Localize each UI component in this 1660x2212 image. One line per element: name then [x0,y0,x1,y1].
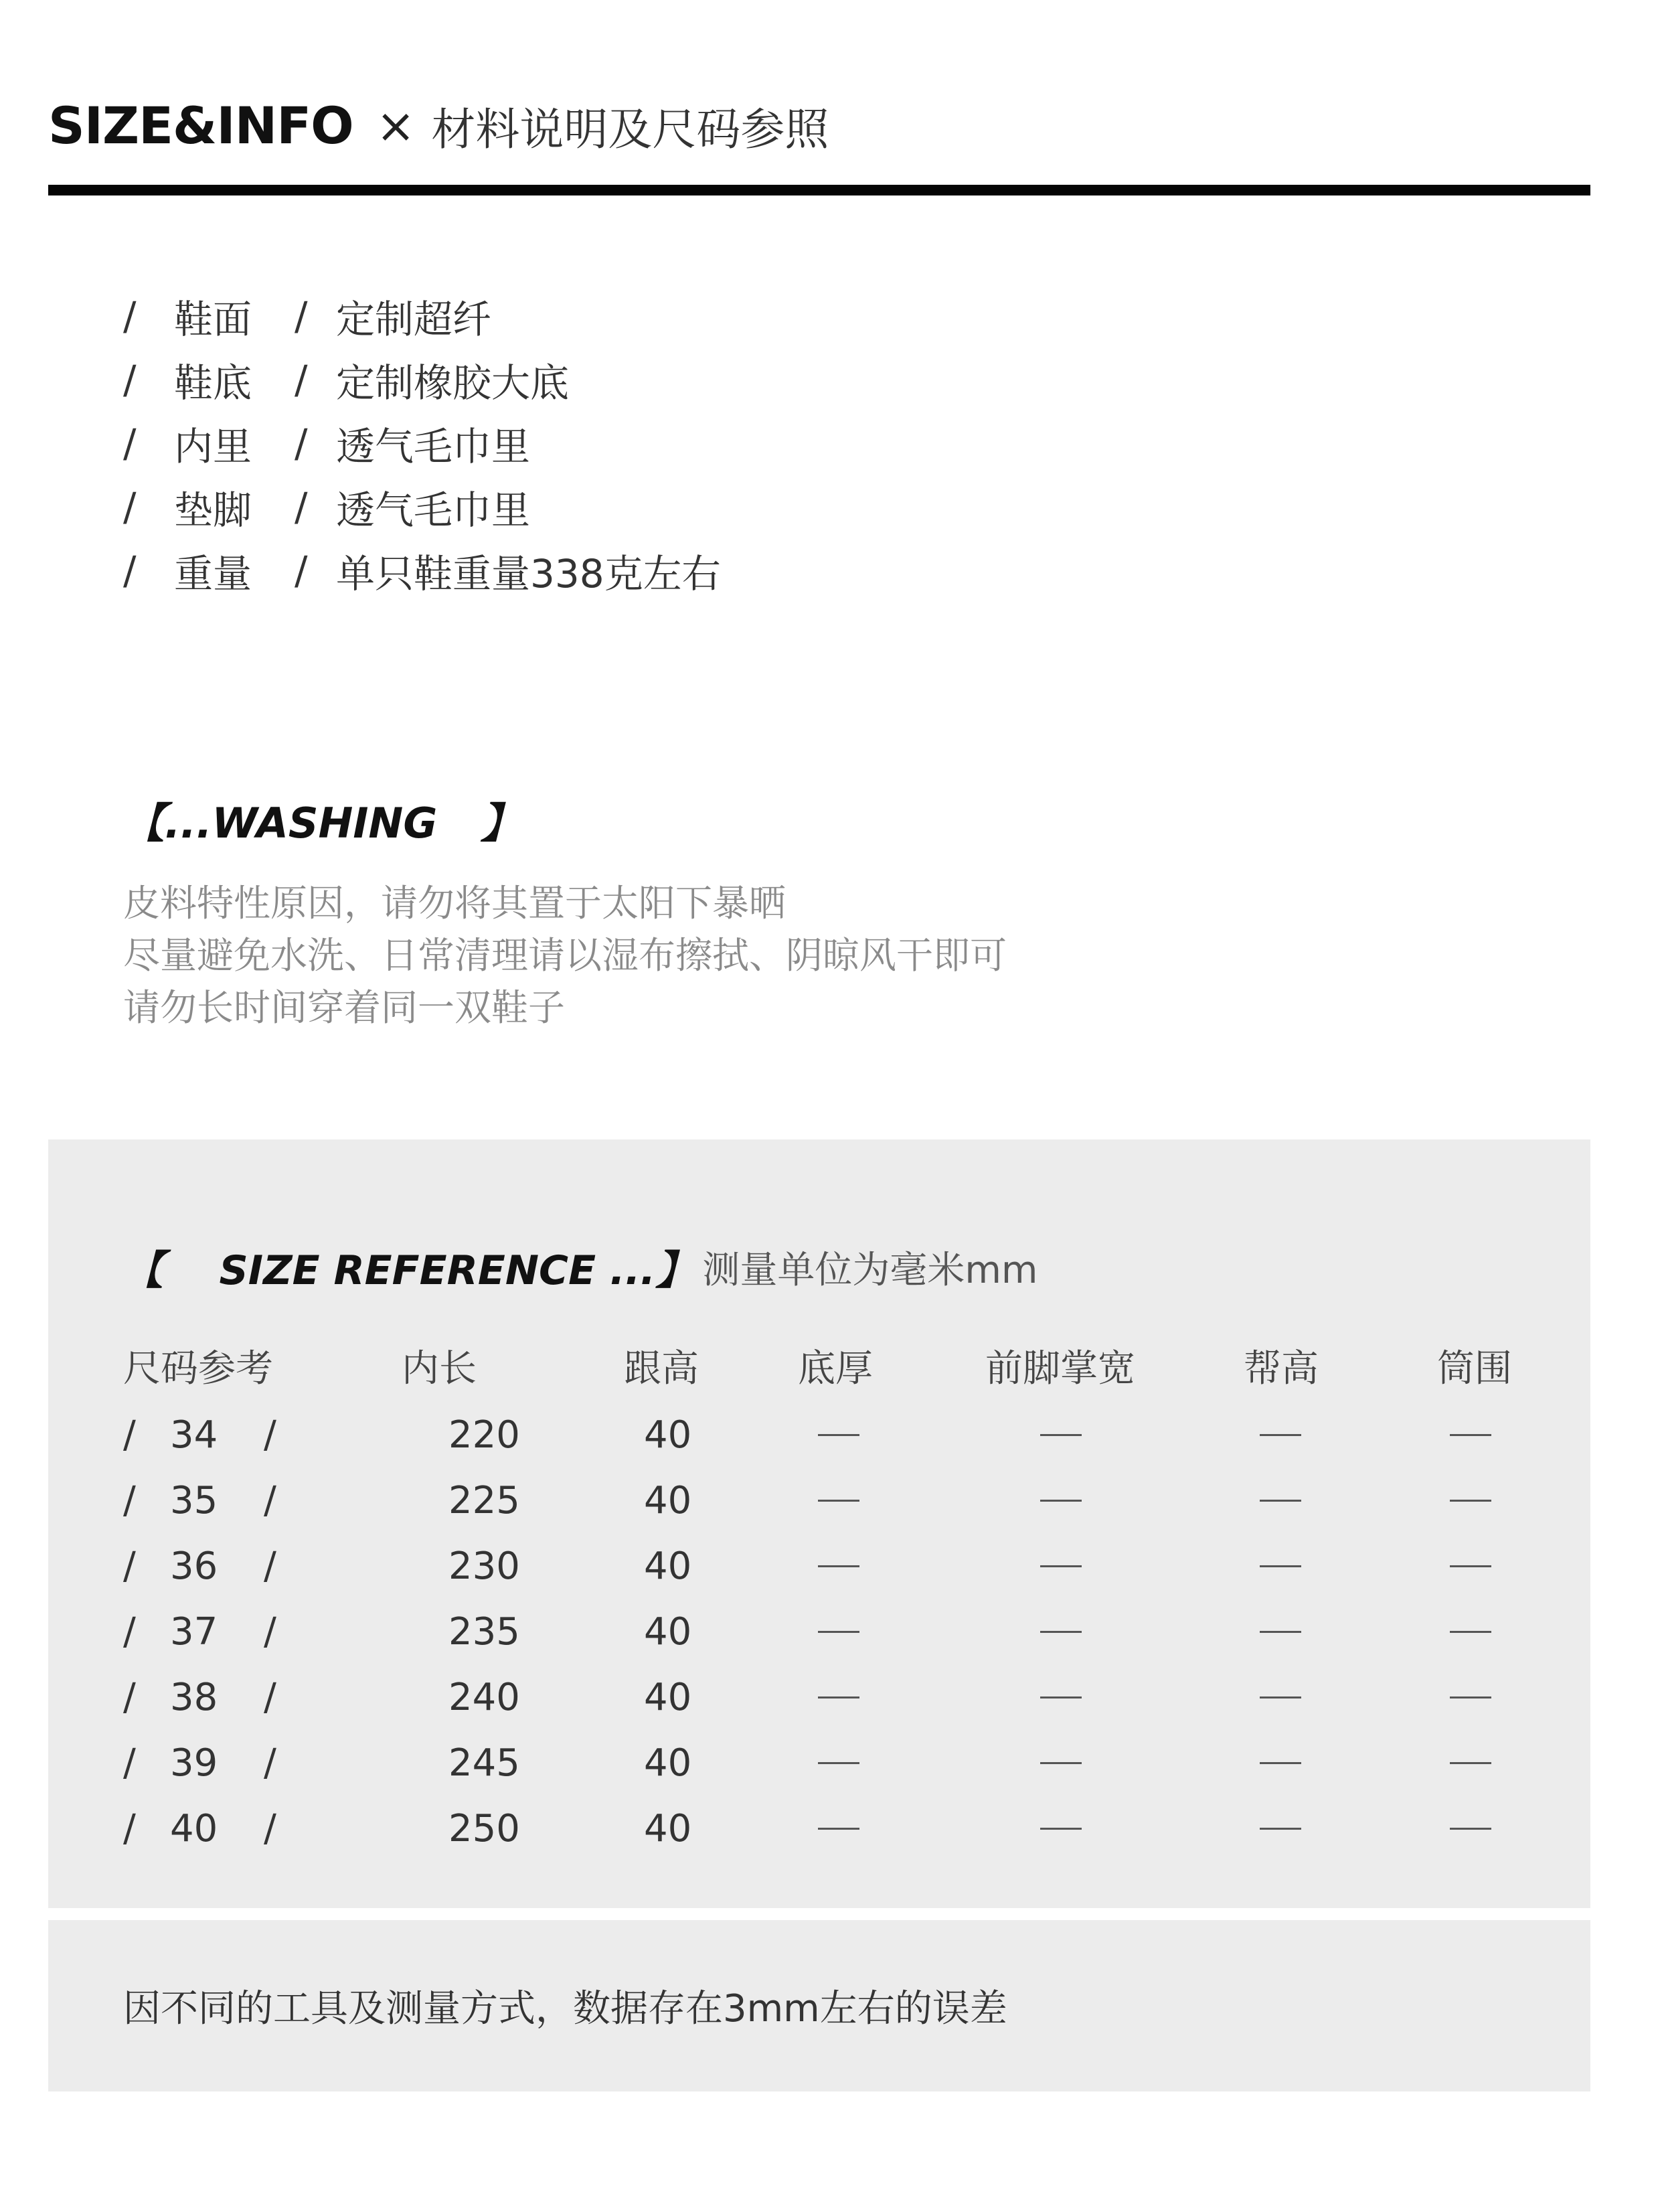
table-row [48,1599,1590,1664]
dash-icon [1450,1434,1491,1436]
table-row [48,1730,1590,1796]
dash-icon [1040,1631,1082,1633]
forefoot-cell [1040,1664,1082,1730]
upper-height-cell [1260,1730,1301,1796]
table-row [48,1664,1590,1730]
forefoot-cell [1040,1599,1082,1664]
materials-list [123,284,721,602]
size-cell: / 38 / [123,1675,276,1719]
material-label: 鞋底 [174,360,252,406]
material-value: 单只鞋重量338克左右 [336,550,721,597]
separator-icon: × [376,98,416,153]
sole-cell [818,1533,859,1599]
material-row: / 鞋底 / 定制橡胶大底 [123,347,721,411]
dash-icon [818,1631,859,1633]
washing-line: 请勿长时间穿着同一双鞋子 [123,986,566,1029]
shaft-cell [1450,1468,1491,1533]
forefoot-cell [1040,1468,1082,1533]
dash-icon [1450,1500,1491,1502]
upper-height-cell [1260,1533,1301,1599]
column-header-heel: 跟高 [624,1347,699,1391]
length-cell: 245 [448,1741,520,1785]
material-row: / 鞋面 / 定制超纤 [123,284,721,347]
column-header-size: 尺码参考 [123,1347,273,1391]
forefoot-cell [1040,1402,1082,1468]
dash-icon [1260,1500,1301,1502]
dash-icon [1040,1500,1082,1502]
column-header-shaft: 筒围 [1437,1347,1512,1391]
shaft-cell [1450,1664,1491,1730]
dash-icon [1450,1565,1491,1567]
page-header [48,94,829,157]
dash-icon [818,1828,859,1830]
length-cell: 235 [448,1609,520,1654]
measurement-note: 因不同的工具及测量方式，数据存在3mm左右的误差 [123,1987,1007,2031]
heel-cell: 40 [644,1478,692,1522]
size-value: 35 [170,1478,218,1522]
sole-cell [818,1664,859,1730]
dash-icon [1450,1762,1491,1764]
heel-cell: 40 [644,1413,692,1457]
size-value: 37 [170,1609,218,1654]
washing-title: 【...WASHING 】 [123,799,522,848]
size-reference-title [123,1239,1038,1296]
washing-line: 尽量避免水洗、日常清理请以湿布擦拭、阴晾风干即可 [123,934,1007,977]
length-cell: 225 [448,1478,520,1522]
table-row [48,1533,1590,1599]
dash-icon [818,1762,859,1764]
shaft-cell [1450,1730,1491,1796]
size-value: 39 [170,1741,218,1785]
sole-cell [818,1599,859,1664]
upper-height-cell [1260,1664,1301,1730]
dash-icon [1260,1828,1301,1830]
material-row: / 垫脚 / 透气毛巾里 [123,475,721,538]
dash-icon [1260,1434,1301,1436]
material-label: 重量 [174,550,252,597]
upper-height-cell [1260,1599,1301,1664]
size-table [48,1330,1590,1861]
size-cell: / 34 / [123,1413,276,1457]
dash-icon [1450,1696,1491,1698]
heel-cell: 40 [644,1675,692,1719]
dash-icon [1450,1631,1491,1633]
size-reference-heading: 【 SIZE REFERENCE ...】 [123,1247,696,1294]
length-cell: 250 [448,1806,520,1850]
size-cell: / 39 / [123,1741,276,1785]
size-value: 34 [170,1413,218,1457]
size-cell: / 36 / [123,1544,276,1588]
forefoot-cell [1040,1533,1082,1599]
upper-height-cell [1260,1796,1301,1861]
washing-line: 皮料特性原因，请勿将其置于太阳下暴晒 [123,882,786,925]
material-label: 垫脚 [174,487,252,533]
sole-cell [818,1468,859,1533]
shaft-cell [1450,1402,1491,1468]
size-value: 40 [170,1806,218,1850]
dash-icon [1260,1565,1301,1567]
size-cell: / 37 / [123,1609,276,1654]
dash-icon [1260,1762,1301,1764]
material-value: 定制超纤 [336,296,492,342]
material-row: / 重量 / 单只鞋重量338克左右 [123,538,721,602]
upper-height-cell [1260,1468,1301,1533]
table-row [48,1402,1590,1468]
column-header-length: 内长 [402,1347,477,1391]
sole-cell [818,1796,859,1861]
forefoot-cell [1040,1730,1082,1796]
dash-icon [818,1500,859,1502]
length-cell: 230 [448,1544,520,1588]
material-label: 内里 [174,423,252,469]
forefoot-cell [1040,1796,1082,1861]
dash-icon [1040,1565,1082,1567]
heel-cell: 40 [644,1544,692,1588]
column-header-forefoot: 前脚掌宽 [985,1347,1135,1391]
material-value: 透气毛巾里 [336,487,531,533]
heel-cell: 40 [644,1741,692,1785]
size-reference-panel [48,1139,1590,1908]
table-header-row [48,1330,1590,1402]
material-value: 定制橡胶大底 [336,360,570,406]
heel-cell: 40 [644,1806,692,1850]
length-cell: 220 [448,1413,520,1457]
dash-icon [1260,1696,1301,1698]
sole-cell [818,1402,859,1468]
header-subtitle: 材料说明及尺码参照 [431,104,829,155]
table-row [48,1468,1590,1533]
upper-height-cell [1260,1402,1301,1468]
size-value: 36 [170,1544,218,1588]
header-divider [48,185,1590,195]
size-cell: / 35 / [123,1478,276,1522]
material-row: / 内里 / 透气毛巾里 [123,411,721,475]
shaft-cell [1450,1599,1491,1664]
size-cell: / 40 / [123,1806,276,1850]
heel-cell: 40 [644,1609,692,1654]
dash-icon [1040,1762,1082,1764]
size-value: 38 [170,1675,218,1719]
material-value: 透气毛巾里 [336,423,531,469]
shaft-cell [1450,1796,1491,1861]
measurement-note-panel [48,1920,1590,2091]
dash-icon [818,1434,859,1436]
dash-icon [818,1565,859,1567]
column-header-upper-height: 帮高 [1244,1347,1319,1391]
dash-icon [1040,1828,1082,1830]
sole-cell [818,1730,859,1796]
dash-icon [1450,1828,1491,1830]
dash-icon [1040,1434,1082,1436]
dash-icon [818,1696,859,1698]
unit-note: 测量单位为毫米mm [702,1249,1038,1292]
washing-instructions [123,877,1007,1034]
column-header-sole: 底厚 [798,1347,873,1391]
shaft-cell [1450,1533,1491,1599]
brand-title: SIZE&INFO [48,96,353,155]
length-cell: 240 [448,1675,520,1719]
dash-icon [1260,1631,1301,1633]
dash-icon [1040,1696,1082,1698]
table-row [48,1796,1590,1861]
material-label: 鞋面 [174,296,252,342]
